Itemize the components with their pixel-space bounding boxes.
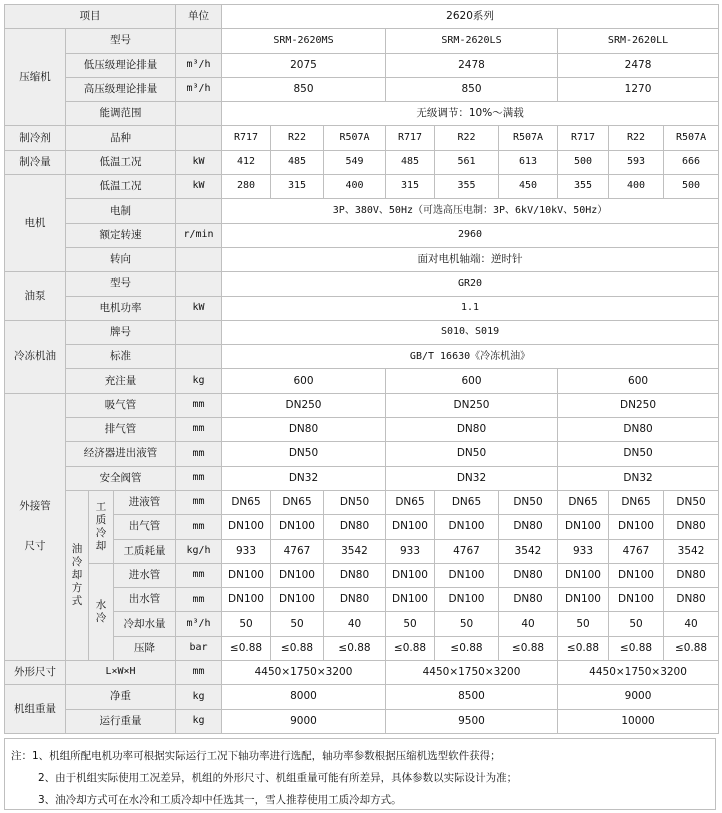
liquid-in-7: DN65	[558, 490, 609, 514]
label-discharge: 排气管	[66, 418, 176, 442]
water-volume-5: 50	[435, 612, 499, 636]
cap-range-value: 无级调节：10%～满载	[222, 102, 719, 126]
label-low-disp: 低压级理论排量	[66, 53, 176, 77]
water-volume-4: 50	[386, 612, 435, 636]
water-out-1: DN100	[222, 588, 271, 612]
elec-value: 3P、380V、50Hz（可选高压电制：3P、6kV/10kV、50Hz）	[222, 199, 719, 223]
unit-safety: mm	[176, 466, 222, 490]
label-water-in: 进水管	[114, 563, 176, 587]
medium-use-8: 4767	[609, 539, 664, 563]
table-row	[5, 5, 719, 29]
unit-pressure-drop: bar	[176, 636, 222, 660]
unit-dimensions: mm	[176, 661, 222, 685]
medium-use-7: 933	[558, 539, 609, 563]
group-water-cooling: 水 冷	[89, 563, 114, 660]
water-out-7: DN100	[558, 588, 609, 612]
discharge-2: DN80	[386, 418, 558, 442]
op-weight-1: 9000	[222, 709, 386, 733]
water-out-5: DN100	[435, 588, 499, 612]
high-disp-2: 850	[386, 77, 558, 101]
water-in-1: DN100	[222, 563, 271, 587]
water-in-6: DN80	[499, 563, 558, 587]
liquid-in-6: DN50	[499, 490, 558, 514]
economizer-3: DN50	[558, 442, 719, 466]
unit-op-weight: kg	[176, 709, 222, 733]
table-row	[5, 661, 719, 685]
discharge-3: DN80	[558, 418, 719, 442]
label-oil-brand: 牌号	[66, 320, 176, 344]
gas-out-8: DN100	[609, 515, 664, 539]
group-cooling: 制冷量	[5, 150, 66, 174]
pressure-drop-9: ≤0.88	[664, 636, 719, 660]
motor-power-2: 315	[271, 175, 324, 199]
table-row	[5, 77, 719, 101]
gas-out-2: DN100	[271, 515, 324, 539]
gas-out-5: DN100	[435, 515, 499, 539]
unit-cap-range	[176, 102, 222, 126]
table-row	[5, 369, 719, 393]
gas-out-4: DN100	[386, 515, 435, 539]
refrigerant-2: R22	[271, 126, 324, 150]
medium-use-5: 4767	[435, 539, 499, 563]
op-weight-3: 10000	[558, 709, 719, 733]
oil-charge-1: 600	[222, 369, 386, 393]
label-cooling: 低温工况	[66, 150, 176, 174]
table-row	[5, 418, 719, 442]
low-disp-1: 2075	[222, 53, 386, 77]
label-motor-power: 低温工况	[66, 175, 176, 199]
cooling-8: 593	[609, 150, 664, 174]
unit-pump-model	[176, 272, 222, 296]
header-series: 2620系列	[222, 5, 719, 29]
table-row	[5, 466, 719, 490]
label-rotation: 转向	[66, 247, 176, 271]
liquid-in-5: DN65	[435, 490, 499, 514]
table-row	[5, 175, 719, 199]
high-disp-3: 1270	[558, 77, 719, 101]
op-weight-2: 9500	[386, 709, 558, 733]
unit-water-volume: m³/h	[176, 612, 222, 636]
label-model: 型号	[66, 29, 176, 53]
label-net-weight: 净重	[66, 685, 176, 709]
pump-model-value: GR20	[222, 272, 719, 296]
water-out-3: DN80	[324, 588, 386, 612]
unit-water-out: mm	[176, 588, 222, 612]
cooling-2: 485	[271, 150, 324, 174]
group-medium-cooling: 工 质 冷 却	[89, 490, 114, 563]
table-row	[5, 709, 719, 733]
table-row	[5, 223, 719, 247]
motor-power-6: 450	[499, 175, 558, 199]
refrigerant-8: R22	[609, 126, 664, 150]
header-unit: 单位	[176, 5, 222, 29]
net-weight-1: 8000	[222, 685, 386, 709]
gas-out-1: DN100	[222, 515, 271, 539]
water-volume-2: 50	[271, 612, 324, 636]
group-weight: 机组重量	[5, 685, 66, 734]
note-3: 3、油冷却方式可在水冷和工质冷却中任选其一，雪人推荐使用工质冷却方式。	[38, 794, 402, 806]
group-compressor: 压缩机	[5, 29, 66, 126]
group-refrigerant: 制冷剂	[5, 126, 66, 150]
oil-std-value: GB/T 16630《冷冻机油》	[222, 345, 719, 369]
label-medium-use: 工质耗量	[114, 539, 176, 563]
pressure-drop-1: ≤0.88	[222, 636, 271, 660]
unit-cooling: kW	[176, 150, 222, 174]
unit-rotation	[176, 247, 222, 271]
label-liquid-in: 进液管	[114, 490, 176, 514]
unit-water-in: mm	[176, 563, 222, 587]
oil-brand-value: S010、S019	[222, 320, 719, 344]
water-in-7: DN100	[558, 563, 609, 587]
water-volume-7: 50	[558, 612, 609, 636]
gas-out-6: DN80	[499, 515, 558, 539]
low-disp-3: 2478	[558, 53, 719, 77]
group-dimensions: 外形尺寸	[5, 661, 66, 685]
refrigerant-1: R717	[222, 126, 271, 150]
net-weight-3: 9000	[558, 685, 719, 709]
label-dimensions: L×W×H	[66, 661, 176, 685]
unit-oil-brand	[176, 320, 222, 344]
unit-refrigerant	[176, 126, 222, 150]
unit-high-disp: m³/h	[176, 77, 222, 101]
table-row	[5, 247, 719, 271]
note-1: 注：1、机组所配电机功率可根据实际运行工况下轴功率进行选配，轴功率参数根据压缩机选型软件获得；	[11, 750, 501, 762]
unit-net-weight: kg	[176, 685, 222, 709]
group-oil: 冷冻机油	[5, 320, 66, 393]
liquid-in-1: DN65	[222, 490, 271, 514]
label-pump-power: 电机功率	[66, 296, 176, 320]
cooling-4: 485	[386, 150, 435, 174]
water-volume-8: 50	[609, 612, 664, 636]
table-row	[5, 272, 719, 296]
refrigerant-5: R22	[435, 126, 499, 150]
liquid-in-2: DN65	[271, 490, 324, 514]
unit-suction: mm	[176, 393, 222, 417]
label-speed: 额定转速	[66, 223, 176, 247]
unit-elec	[176, 199, 222, 223]
group-pipes: 外接管 尺寸	[5, 393, 66, 660]
motor-power-7: 355	[558, 175, 609, 199]
label-high-disp: 高压级理论排量	[66, 77, 176, 101]
label-pump-model: 型号	[66, 272, 176, 296]
water-out-2: DN100	[271, 588, 324, 612]
table-row	[5, 563, 719, 587]
table-row	[5, 53, 719, 77]
pressure-drop-5: ≤0.88	[435, 636, 499, 660]
unit-economizer: mm	[176, 442, 222, 466]
pressure-drop-4: ≤0.88	[386, 636, 435, 660]
pump-power-value: 1.1	[222, 296, 719, 320]
dimensions-1: 4450×1750×3200	[222, 661, 386, 685]
motor-power-4: 315	[386, 175, 435, 199]
safety-3: DN32	[558, 466, 719, 490]
water-in-2: DN100	[271, 563, 324, 587]
group-motor: 电机	[5, 175, 66, 272]
motor-power-3: 400	[324, 175, 386, 199]
water-out-6: DN80	[499, 588, 558, 612]
refrigerant-3: R507A	[324, 126, 386, 150]
label-refrigerant: 品种	[66, 126, 176, 150]
unit-discharge: mm	[176, 418, 222, 442]
cooling-7: 500	[558, 150, 609, 174]
liquid-in-8: DN65	[609, 490, 664, 514]
label-suction: 吸气管	[66, 393, 176, 417]
unit-liquid-in: mm	[176, 490, 222, 514]
label-water-volume: 冷却水量	[114, 612, 176, 636]
water-in-8: DN100	[609, 563, 664, 587]
table-row	[5, 126, 719, 150]
cooling-5: 561	[435, 150, 499, 174]
motor-power-5: 355	[435, 175, 499, 199]
gas-out-9: DN80	[664, 515, 719, 539]
motor-power-9: 500	[664, 175, 719, 199]
water-in-4: DN100	[386, 563, 435, 587]
refrigerant-6: R507A	[499, 126, 558, 150]
cooling-9: 666	[664, 150, 719, 174]
water-out-8: DN100	[609, 588, 664, 612]
pressure-drop-6: ≤0.88	[499, 636, 558, 660]
suction-1: DN250	[222, 393, 386, 417]
table-row	[5, 490, 719, 514]
cooling-1: 412	[222, 150, 271, 174]
table-row	[5, 345, 719, 369]
label-pressure-drop: 压降	[114, 636, 176, 660]
unit-oil-std	[176, 345, 222, 369]
unit-model	[176, 29, 222, 53]
motor-power-1: 280	[222, 175, 271, 199]
table-row	[5, 150, 719, 174]
water-volume-3: 40	[324, 612, 386, 636]
water-out-9: DN80	[664, 588, 719, 612]
water-in-5: DN100	[435, 563, 499, 587]
label-oil-charge: 充注量	[66, 369, 176, 393]
liquid-in-3: DN50	[324, 490, 386, 514]
group-oil-cooling: 油 冷 却 方 式	[66, 490, 89, 660]
water-in-9: DN80	[664, 563, 719, 587]
label-economizer: 经济器进出液管	[66, 442, 176, 466]
discharge-1: DN80	[222, 418, 386, 442]
table-row	[5, 393, 719, 417]
medium-use-2: 4767	[271, 539, 324, 563]
water-volume-6: 40	[499, 612, 558, 636]
liquid-in-4: DN65	[386, 490, 435, 514]
unit-pump-power: kW	[176, 296, 222, 320]
table-row	[5, 199, 719, 223]
medium-use-4: 933	[386, 539, 435, 563]
safety-2: DN32	[386, 466, 558, 490]
pressure-drop-8: ≤0.88	[609, 636, 664, 660]
motor-power-8: 400	[609, 175, 664, 199]
unit-motor-power: kW	[176, 175, 222, 199]
model-3: SRM-2620LL	[558, 29, 719, 53]
refrigerant-7: R717	[558, 126, 609, 150]
medium-use-1: 933	[222, 539, 271, 563]
header-item: 项目	[5, 5, 176, 29]
high-disp-1: 850	[222, 77, 386, 101]
refrigerant-4: R717	[386, 126, 435, 150]
model-1: SRM-2620MS	[222, 29, 386, 53]
low-disp-2: 2478	[386, 53, 558, 77]
label-gas-out: 出气管	[114, 515, 176, 539]
spec-table	[4, 4, 719, 734]
safety-1: DN32	[222, 466, 386, 490]
pressure-drop-2: ≤0.88	[271, 636, 324, 660]
economizer-2: DN50	[386, 442, 558, 466]
suction-3: DN250	[558, 393, 719, 417]
pressure-drop-7: ≤0.88	[558, 636, 609, 660]
group-oil-pump: 油泵	[5, 272, 66, 321]
economizer-1: DN50	[222, 442, 386, 466]
table-row	[5, 296, 719, 320]
label-water-out: 出水管	[114, 588, 176, 612]
table-row	[5, 442, 719, 466]
speed-value: 2960	[222, 223, 719, 247]
note-2: 2、由于机组实际使用工况差异，机组的外形尺寸、机组重量可能有所差异，具体参数以实际设计为准；	[38, 772, 518, 784]
net-weight-2: 8500	[386, 685, 558, 709]
model-2: SRM-2620LS	[386, 29, 558, 53]
dimensions-3: 4450×1750×3200	[558, 661, 719, 685]
unit-gas-out: mm	[176, 515, 222, 539]
unit-medium-use: kg/h	[176, 539, 222, 563]
pressure-drop-3: ≤0.88	[324, 636, 386, 660]
unit-low-disp: m³/h	[176, 53, 222, 77]
water-in-3: DN80	[324, 563, 386, 587]
label-oil-std: 标准	[66, 345, 176, 369]
rotation-value: 面对电机轴端：逆时针	[222, 247, 719, 271]
unit-oil-charge: kg	[176, 369, 222, 393]
water-out-4: DN100	[386, 588, 435, 612]
table-row	[5, 685, 719, 709]
suction-2: DN250	[386, 393, 558, 417]
medium-use-6: 3542	[499, 539, 558, 563]
cooling-6: 613	[499, 150, 558, 174]
oil-charge-2: 600	[386, 369, 558, 393]
label-op-weight: 运行重量	[66, 709, 176, 733]
dimensions-2: 4450×1750×3200	[386, 661, 558, 685]
label-elec: 电制	[66, 199, 176, 223]
unit-speed: r/min	[176, 223, 222, 247]
table-row	[5, 320, 719, 344]
medium-use-9: 3542	[664, 539, 719, 563]
label-safety: 安全阀管	[66, 466, 176, 490]
refrigerant-9: R507A	[664, 126, 719, 150]
liquid-in-9: DN50	[664, 490, 719, 514]
label-cap-range: 能调范围	[66, 102, 176, 126]
gas-out-7: DN100	[558, 515, 609, 539]
medium-use-3: 3542	[324, 539, 386, 563]
water-volume-1: 50	[222, 612, 271, 636]
cooling-3: 549	[324, 150, 386, 174]
gas-out-3: DN80	[324, 515, 386, 539]
table-row	[5, 102, 719, 126]
oil-charge-3: 600	[558, 369, 719, 393]
table-row	[5, 29, 719, 53]
notes-section	[4, 738, 716, 810]
water-volume-9: 40	[664, 612, 719, 636]
